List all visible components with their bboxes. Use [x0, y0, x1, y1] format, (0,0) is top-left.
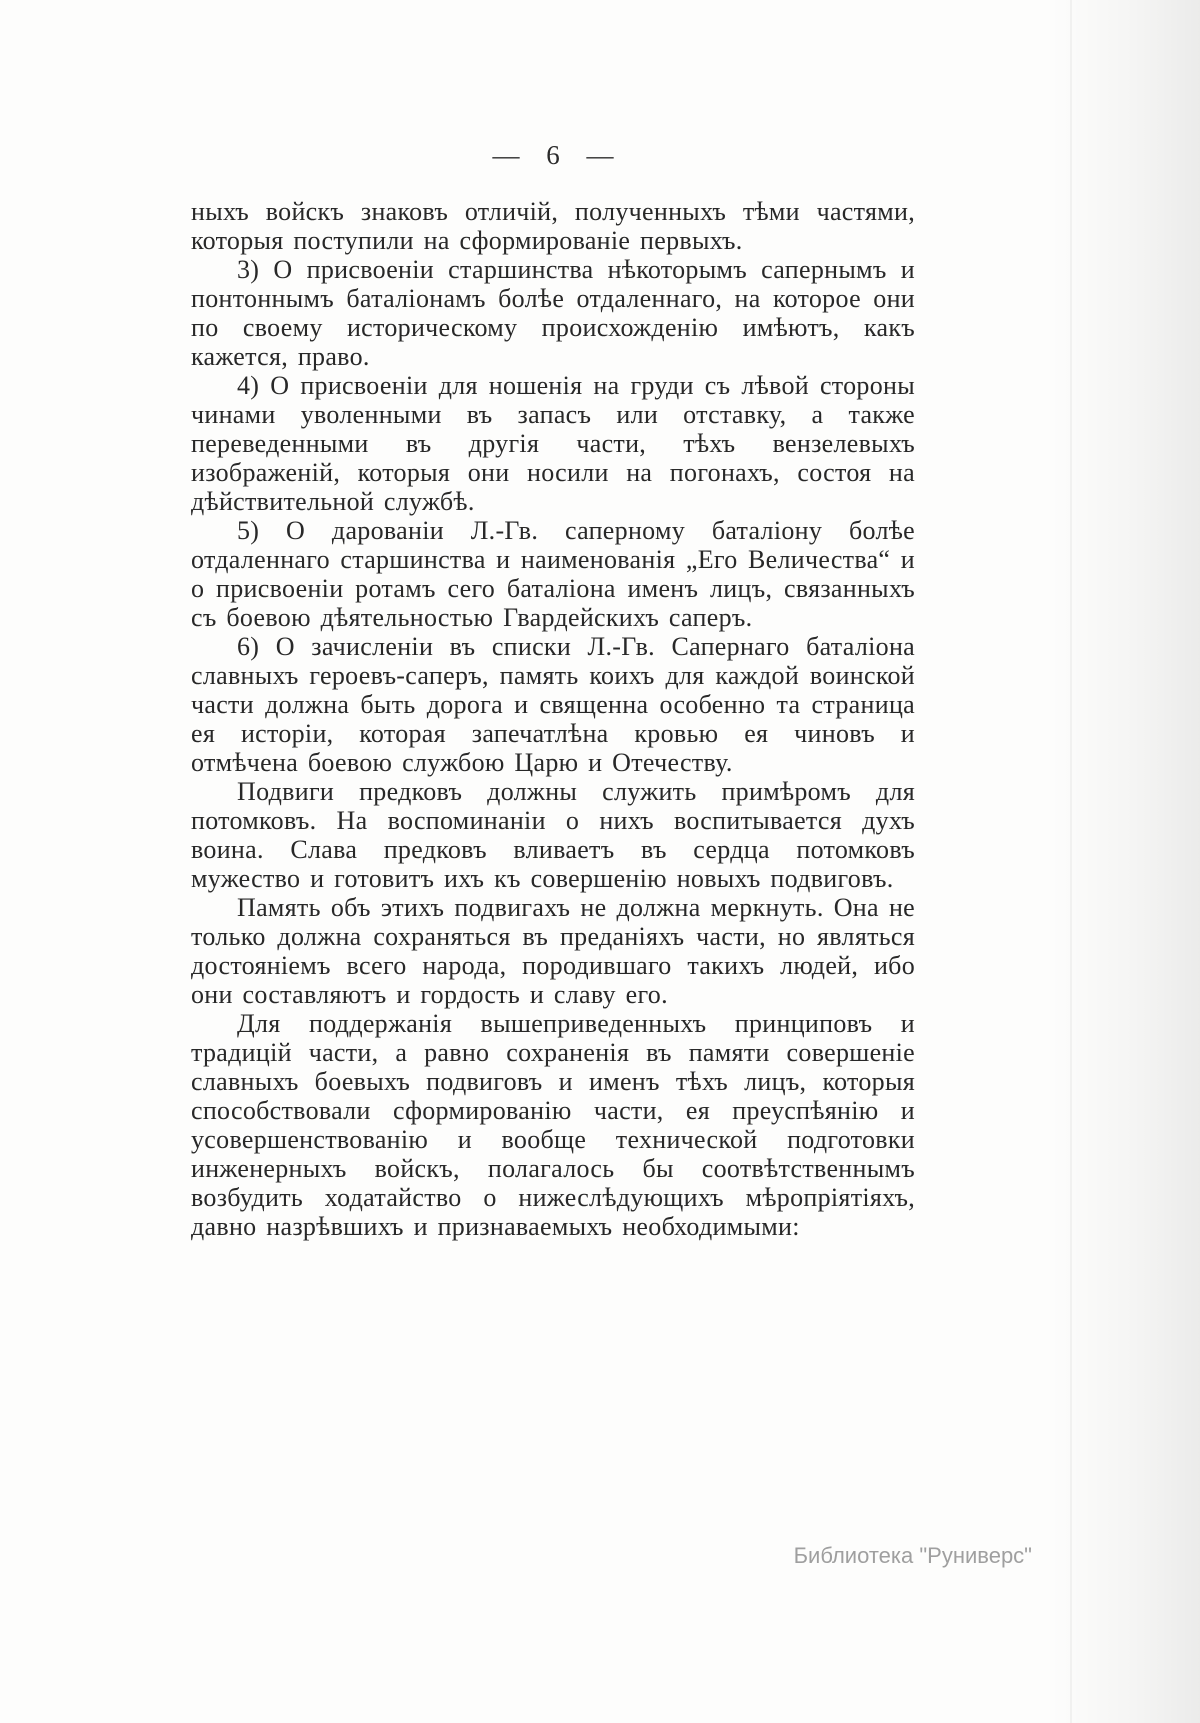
page-number: — 6 —: [492, 140, 614, 170]
paragraph-item-6: 6) О зачисленіи въ списки Л.-Гв. Сапернаго баталіона славныхъ героевъ-саперъ, память коихъ для каждой воинской части должна быть дорога и священна особенно та страница ея исторіи, которая запечатлѣна кровью ея чиновъ и отмѣчена боевою службою Царю и Отечеству.: [191, 632, 915, 777]
page-edge-line: [1070, 0, 1072, 1723]
paragraph: Память объ этихъ подвигахъ не должна меркнуть. Она не только должна сохраняться въ преданіяхъ части, но являться достояніемъ всего народа, породившаго такихъ людей, ибо они составляютъ и гордость и славу его.: [191, 893, 915, 1009]
paragraph-continuation: ныхъ войскъ знаковъ отличій, полученныхъ тѣми частями, которыя поступили на сформированіе первыхъ.: [191, 197, 915, 255]
paragraph-item-5: 5) О дарованіи Л.-Гв. саперному баталіону болѣе отдаленнаго старшинства и наименованія „Его Величества“ и о присвоеніи ротамъ сего баталіона именъ лицъ, связанныхъ съ боевою дѣятельностью Гвардейскихъ саперъ.: [191, 516, 915, 632]
paragraph: Подвиги предковъ должны служить примѣромъ для потомковъ. На воспоминаніи о нихъ воспитывается духъ воина. Слава предковъ вливаетъ въ сердца потомковъ мужество и готовитъ ихъ къ совершенію новыхъ подвиговъ.: [191, 777, 915, 893]
paragraph-item-3: 3) О присвоеніи старшинства нѣкоторымъ сапернымъ и понтоннымъ баталіонамъ болѣе отдаленнаго, на которое они по своему историческому происхожденію имѣютъ, какъ кажется, право.: [191, 255, 915, 371]
library-watermark: Библиотека "Руниверс": [793, 1543, 1032, 1568]
body-text: [191, 197, 915, 1241]
paragraph: Для поддержанія вышеприведенныхъ принциповъ и традицій части, а равно сохраненія въ памяти совершеніе славныхъ боевыхъ подвиговъ и именъ тѣхъ лицъ, которыя способствовали сформированію части, ея преуспѣянію и усовершенствованію и вообще технической подготовки инженерныхъ войскъ, полагалось бы соотвѣтственнымъ возбудить ходатайство о нижеслѣдующихъ мѣропріятіяхъ, давно назрѣвшихъ и признаваемыхъ необходимыми:: [191, 1009, 915, 1241]
page-edge-shadow: [1050, 0, 1200, 1723]
paragraph-item-4: 4) О присвоеніи для ношенія на груди съ лѣвой стороны чинами уволенными въ запасъ или отставку, а также переведенными въ другія части, тѣхъ вензелевыхъ изображеній, которыя они носили на погонахъ, состоя на дѣйствительной службѣ.: [191, 371, 915, 516]
